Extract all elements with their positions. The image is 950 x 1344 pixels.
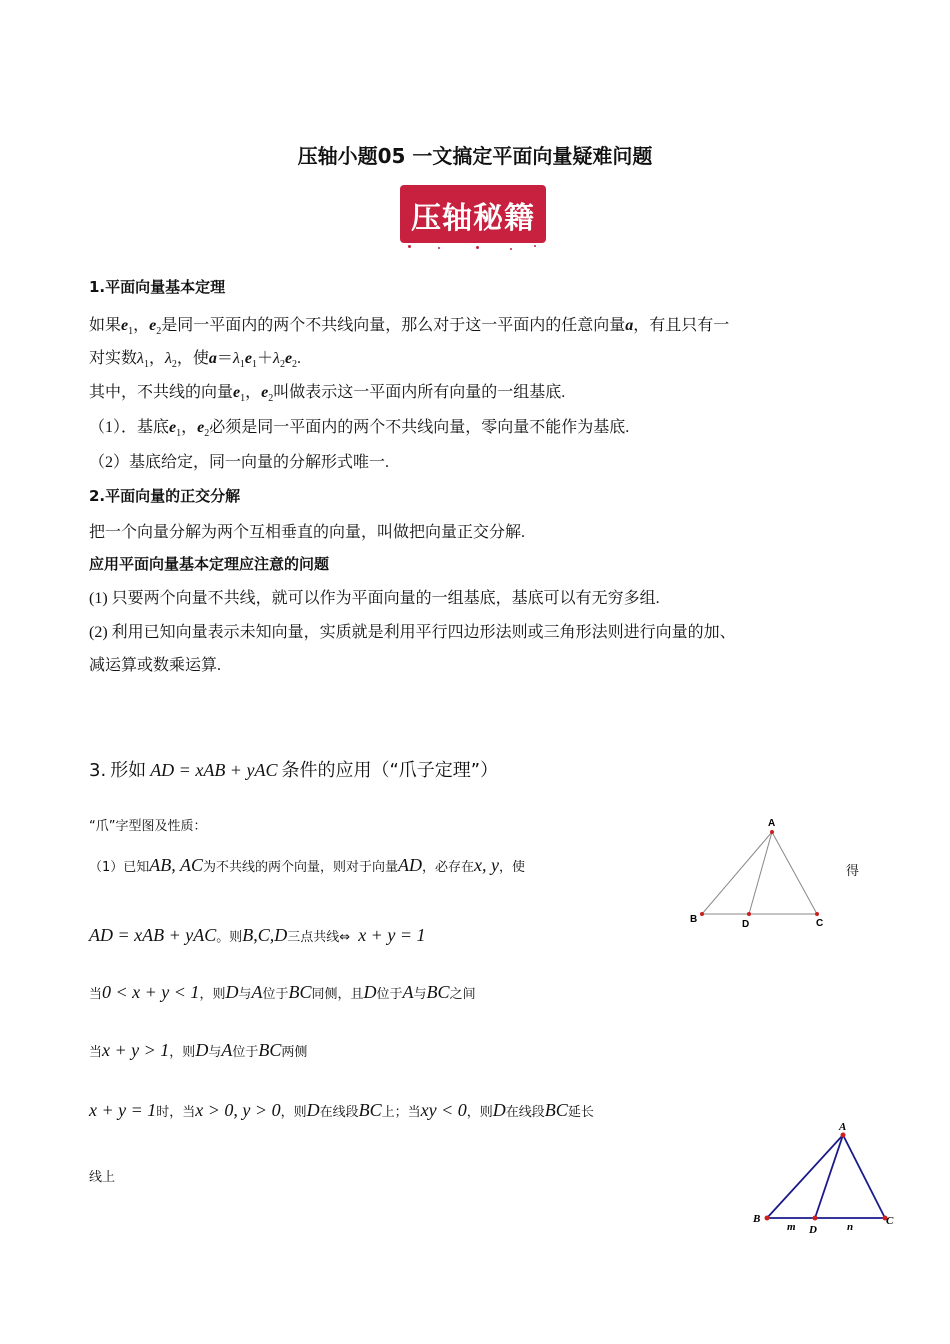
triangle-figure-1	[680, 812, 830, 932]
fig1-label-a: A	[768, 818, 776, 829]
s2-line2: (1) 只要两个向量不共线，就可以作为平面向量的一组基底，基底可以有无穷多组.	[89, 590, 660, 607]
s3-line5: x + y = 1时，当x > 0, y > 0，则D在线段BC上；当xy < 0，则D在线段BC延长	[89, 1100, 594, 1120]
s2-line3: (2) 利用已知向量表示未知向量，实质就是利用平行四边形法则或三角形法则进行向量的加、	[89, 624, 736, 641]
fig2-label-c: C	[886, 1215, 894, 1227]
fig2-point-a	[841, 1133, 846, 1138]
s3-line1-end: 得	[846, 864, 860, 879]
fig2-point-d	[813, 1216, 818, 1221]
s1-line3: 其中，不共线的向量$e_1$，$e_2$叫做表示这一平面内所有向量的一组基底.	[89, 384, 566, 405]
secret-badge	[398, 183, 548, 253]
fig2-segment-ad	[815, 1135, 843, 1218]
s3-line2: AD = xAB + yAC。则B,C,D三点共线⇔ x + y = 1	[89, 925, 426, 945]
fig2-point-b	[765, 1216, 770, 1221]
fig1-label-d: D	[742, 919, 750, 930]
s3-line4: 当x + y > 1，则D与A位于BC两侧	[89, 1040, 308, 1060]
fig2-side-ac	[843, 1135, 885, 1218]
s2-line1: 把一个向量分解为两个互相垂直的向量，叫做把向量正交分解.	[89, 524, 526, 541]
section2-subheading: 应用平面向量基本定理应注意的问题	[89, 555, 330, 573]
s1-line1: 如果$e_1$，$e_2$是同一平面内的两个不共线向量，那么对于这一平面内的任意向量a，有且只有一	[89, 317, 730, 338]
fig2-label-d: D	[809, 1224, 817, 1236]
s2-line4: 减运算或数乘运算.	[89, 657, 222, 674]
fig1-label-c: C	[816, 918, 824, 929]
s3-line6: 线上	[89, 1170, 116, 1185]
s3-line3: 当0 < x + y < 1，则D与A位于BC同侧，且D位于A与BC之间	[89, 982, 476, 1002]
triangle-figure-2	[745, 1118, 905, 1240]
s1-line5: （2）基底给定，同一向量的分解形式唯一.	[89, 454, 390, 471]
fig1-side-ab	[702, 832, 772, 914]
fig1-point-c	[815, 912, 819, 916]
section3-heading: 3. 形如 AD = xAB + yAC 条件的应用（“爪子定理”）	[89, 760, 499, 781]
fig1-point-b	[700, 912, 704, 916]
fig2-label-n: n	[847, 1221, 854, 1233]
s1-line4: （1）．基底$e_1$，$e_2$必须是同一平面内的两个不共线向量，零向量不能作为基底.	[89, 419, 630, 440]
fig1-side-ac	[772, 832, 817, 914]
s3-intro: “爪”字型图及性质：	[89, 819, 207, 834]
s1-line2: 对实数$\lambda_1$，$\lambda_2$，使$a=\lambda_1e_1+\lambda_2e_2$.	[89, 350, 302, 371]
fig2-side-ab	[767, 1135, 843, 1218]
fig2-label-b: B	[753, 1213, 761, 1225]
fig2-label-m: m	[787, 1221, 796, 1233]
badge-label: 压轴秘籍	[411, 201, 535, 236]
page-title: 压轴小题05 一文搞定平面向量疑难问题	[297, 144, 653, 168]
fig1-point-a	[770, 830, 774, 834]
s3-line1: （1）已知AB, AC为不共线的两个向量，则对于向量AD，必存在x, y，使	[89, 855, 525, 875]
fig1-label-b: B	[690, 914, 698, 925]
fig1-point-d	[747, 912, 751, 916]
fig2-label-a: A	[839, 1121, 847, 1133]
section1-heading: 1.平面向量基本定理	[89, 278, 226, 296]
fig1-segment-ad	[749, 832, 772, 914]
section2-heading: 2.平面向量的正交分解	[89, 487, 241, 505]
